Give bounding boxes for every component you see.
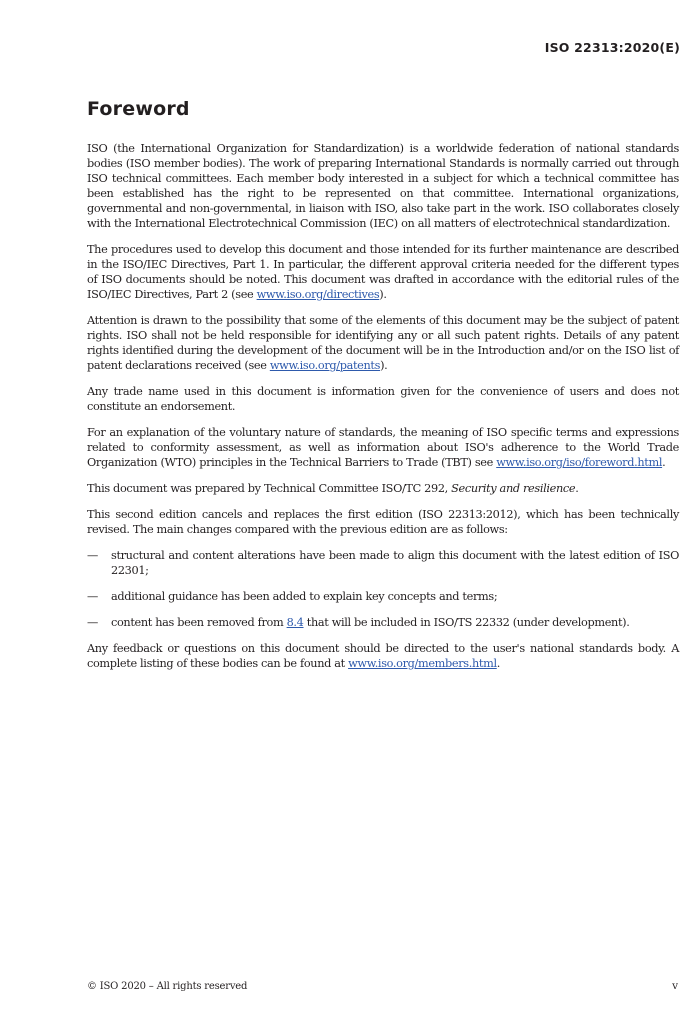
paragraph-text: This second edition cancels and replaces the first edition (ISO 22313:2012), which has been technically revised. The main changes compared with the previous edition are as follows: bbox=[87, 508, 679, 536]
list-item-text: structural and content alterations have been made to align this document with the latest edition of ISO 22301; bbox=[111, 549, 679, 577]
dash-bullet: — bbox=[87, 590, 98, 603]
paragraph-patent-rights bbox=[87, 313, 679, 373]
copyright-notice: © ISO 2020 – All rights reserved bbox=[87, 981, 248, 992]
list-item bbox=[87, 615, 679, 630]
paragraph-text: ). bbox=[380, 359, 388, 372]
paragraph-text: Any trade name used in this document is information given for the convenience of users and does not constitute an endorsement. bbox=[87, 385, 679, 413]
page-number: v bbox=[672, 980, 678, 992]
foreword-link[interactable]: www.iso.org/iso/foreword.html bbox=[496, 456, 663, 469]
paragraph-text: . bbox=[575, 482, 579, 495]
document-identifier: ISO 22313:2020(E) bbox=[544, 40, 680, 55]
paragraph-voluntary-nature bbox=[87, 425, 679, 470]
paragraph-text: ISO (the International Organization for Standardization) is a worldwide federation of national standards bodies (ISO member bodies). The work of preparing International Standards is normally carried out through ISO technical committees. Each member body interested in a subject for which a technical committee has been established has the right to be represented on that committee. International organizations, governmental and non-governmental, in liaison with ISO, also take part in the work. ISO collaborates closely with the International Electrotechnical Commission (IEC) on all matters of electrotechnical standardization. bbox=[87, 142, 679, 230]
list-item-text: that will be included in ISO/TS 22332 (under development). bbox=[303, 616, 630, 629]
list-item-text: content has been removed from bbox=[111, 616, 287, 629]
clause-8-4-link[interactable]: 8.4 bbox=[286, 616, 304, 629]
paragraph-trade-name bbox=[87, 384, 679, 414]
changes-list bbox=[87, 548, 679, 630]
list-item bbox=[87, 589, 679, 604]
dash-bullet: — bbox=[87, 549, 98, 562]
list-item-text: additional guidance has been added to explain key concepts and terms; bbox=[111, 590, 498, 603]
list-item bbox=[87, 548, 679, 578]
paragraph-text: The procedures used to develop this document and those intended for its further maintenance are described in the ISO/IEC Directives, Part 1. In particular, the different approval criteria needed for the different types of ISO documents should be noted. This document was drafted in accordance with the editorial rules of the ISO/IEC Directives, Part 2 (see bbox=[87, 243, 679, 301]
paragraph-iso-description bbox=[87, 141, 679, 231]
directives-link[interactable]: www.iso.org/directives bbox=[256, 288, 380, 301]
paragraph-second-edition bbox=[87, 507, 679, 537]
paragraph-feedback bbox=[87, 641, 679, 671]
members-link[interactable]: www.iso.org/members.html bbox=[348, 657, 497, 670]
paragraph-text: . bbox=[496, 657, 500, 670]
paragraph-text: Any feedback or questions on this document should be directed to the user's national standards body. A complete listing of these bodies can be found at bbox=[87, 642, 679, 670]
dash-bullet: — bbox=[87, 616, 98, 629]
paragraph-text: This document was prepared by Technical Committee ISO/TC 292, bbox=[87, 482, 452, 495]
committee-name: Security and resilience bbox=[451, 482, 576, 495]
patents-link[interactable]: www.iso.org/patents bbox=[269, 359, 381, 372]
paragraph-text: For an explanation of the voluntary nature of standards, the meaning of ISO specific terms and expressions related to conformity assessment, as well as information about ISO's adherence to the World Trade Organization (WTO) principles in the Technical Barriers to Trade (TBT) see bbox=[87, 426, 679, 469]
paragraph-text: ). bbox=[379, 288, 387, 301]
page-title: Foreword bbox=[87, 98, 190, 120]
paragraph-text: . bbox=[662, 456, 666, 469]
paragraph-procedures bbox=[87, 242, 679, 302]
paragraph-text: Attention is drawn to the possibility that some of the elements of this document may be the subject of patent rights. ISO shall not be held responsible for identifying any or all such patent rights. Details of any patent rights identified during the development of the document will be in the Introduction and/or on the ISO list of patent declarations received (see bbox=[87, 314, 679, 372]
foreword-body bbox=[87, 141, 679, 682]
paragraph-committee bbox=[87, 481, 679, 496]
